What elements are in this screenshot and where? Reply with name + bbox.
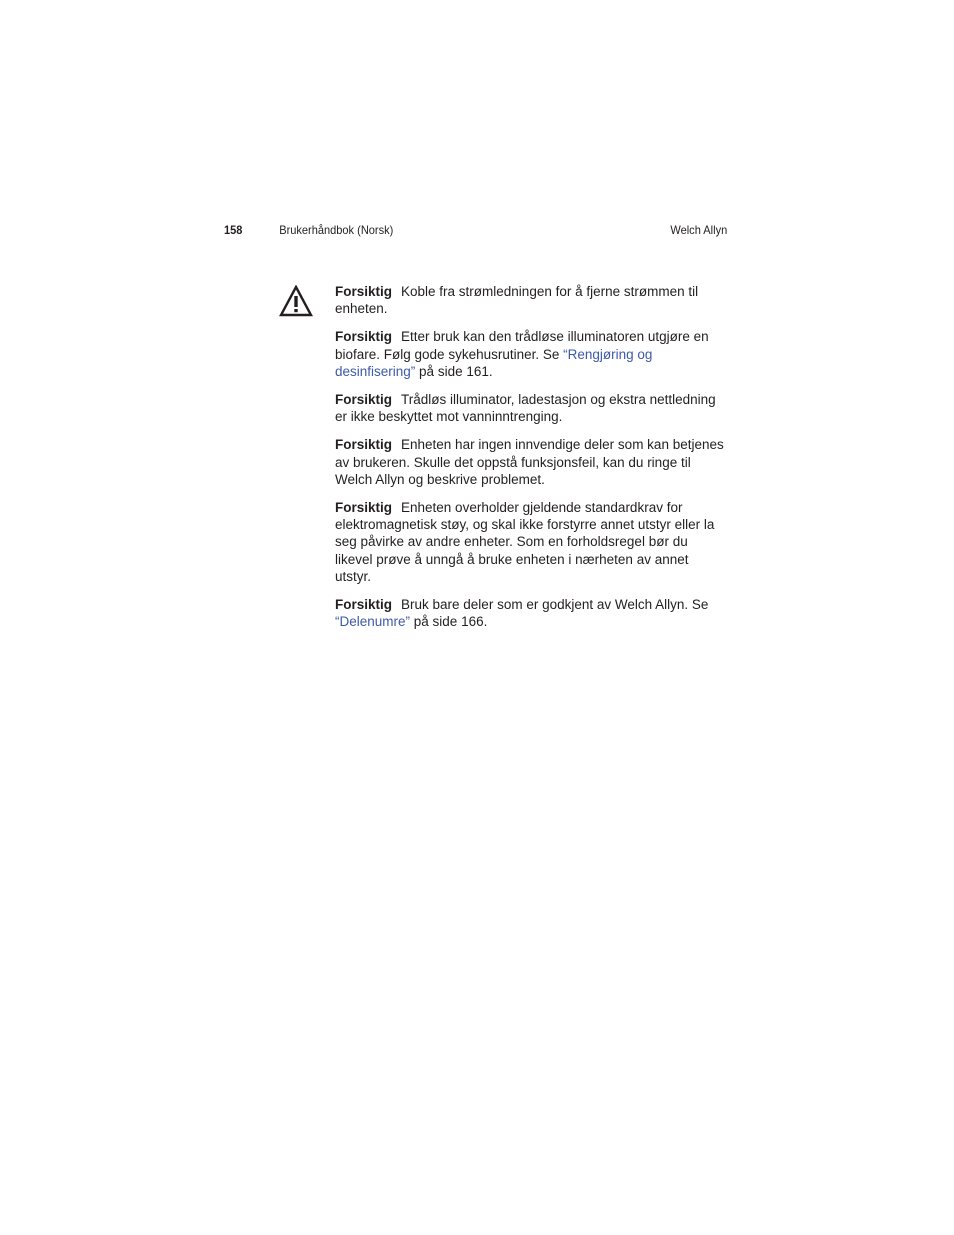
caution-item (335, 499, 727, 585)
caution-list (335, 283, 727, 641)
manual-title: Brukerhåndbok (Norsk) (279, 223, 394, 237)
caution-text: Etter bruk kan den trådløse illuminatoren utgjøre en biofare. Følg gode sykehusrutiner. Se (335, 329, 709, 362)
caution-label: Forsiktig (335, 597, 393, 613)
caution-text: Trådløs illuminator, ladestasjon og ekstra nettledning er ikke beskyttet mot vanninntrenging. (335, 392, 716, 425)
caution-label: Forsiktig (335, 500, 393, 516)
caution-item (335, 283, 727, 317)
caution-text: Enheten overholder gjeldende standardkrav for elektromagnetisk støy, og skal ikke forstyrre annet utstyr eller la seg påvirke av andre enheter. Som en forholdsregel bør du likevel prøve å unngå å bruke enheten i nærheten av annet utstyr. (335, 500, 715, 584)
caution-label: Forsiktig (335, 329, 393, 345)
caution-text: Koble fra strømledningen for å fjerne strømmen til enheten. (335, 284, 699, 317)
cross-reference-link[interactable]: “Rengjøring og desinfisering” (335, 346, 653, 379)
caution-label: Forsiktig (335, 392, 393, 408)
caution-label: Forsiktig (335, 437, 393, 453)
caution-item (335, 328, 727, 380)
caution-item (335, 596, 727, 630)
cross-reference-link[interactable]: “Delenumre” (335, 614, 411, 630)
caution-text: Bruk bare deler som er godkjent av Welch Allyn. Se (401, 597, 709, 613)
running-header (224, 221, 728, 239)
caution-item (335, 391, 727, 425)
company-name: Welch Allyn (670, 223, 728, 237)
caution-text-tail: på side 161. (415, 363, 493, 379)
caution-item (335, 436, 727, 488)
caution-text-tail: på side 166. (410, 614, 488, 630)
caution-label: Forsiktig (335, 284, 393, 299)
caution-text: Enheten har ingen innvendige deler som kan betjenes av brukeren. Skulle det oppstå funksjonsfeil, kan du ringe til Welch Allyn og beskrive problemet. (335, 437, 724, 487)
warning-triangle-icon (279, 285, 313, 317)
page-number: 158 (224, 223, 243, 237)
